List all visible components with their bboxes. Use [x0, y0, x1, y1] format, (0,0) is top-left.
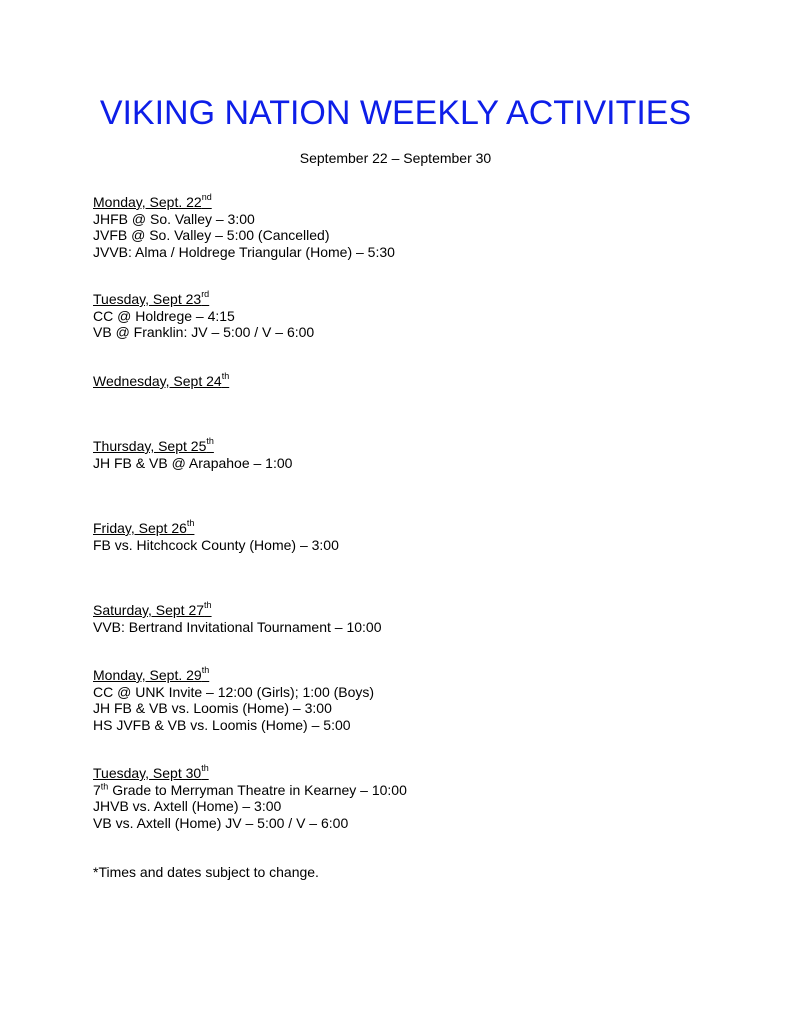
day-heading-suffix: rd — [201, 289, 210, 300]
event-item: VB vs. Axtell (Home) JV – 5:00 / V – 6:00 — [93, 814, 349, 831]
day-heading-label: Monday, Sept. 22 — [93, 194, 202, 210]
day-heading-suffix: nd — [201, 192, 212, 203]
event-item: CC @ UNK Invite – 12:00 (Girls); 1:00 (Boys) — [93, 683, 375, 700]
day-block-wednesday-sept-24 — [93, 373, 229, 390]
day-heading — [93, 602, 381, 619]
day-heading — [93, 765, 407, 782]
day-heading-label: Monday, Sept. 29 — [93, 667, 202, 683]
day-block-monday-sept-29 — [93, 667, 374, 733]
event-item — [93, 782, 407, 799]
day-heading-label: Friday, Sept 26 — [93, 520, 187, 536]
event-text: Grade to Merryman Theatre in Kearney – 10:00 — [108, 781, 407, 798]
day-heading-label: Saturday, Sept 27 — [93, 602, 205, 618]
day-heading-label: Tuesday, Sept 30 — [93, 765, 202, 781]
event-item: CC @ Holdrege – 4:15 — [93, 307, 235, 324]
event-item: FB vs. Hitchcock County (Home) – 3:00 — [93, 536, 339, 553]
event-item: HS JVFB & VB vs. Loomis (Home) – 5:00 — [93, 716, 351, 733]
day-heading-label: Wednesday, Sept 24 — [93, 373, 222, 389]
day-heading — [93, 520, 339, 537]
day-heading-suffix: th — [221, 371, 230, 382]
event-item: VVB: Bertrand Invitational Tournament – 10:00 — [93, 618, 382, 635]
day-heading — [93, 438, 292, 455]
day-block-saturday-sept-27 — [93, 602, 381, 635]
day-heading — [93, 194, 395, 211]
day-heading-label: Tuesday, Sept 23 — [93, 291, 202, 307]
event-item: JH FB & VB @ Arapahoe – 1:00 — [93, 454, 293, 471]
day-block-tuesday-sept-30 — [93, 765, 407, 831]
event-item: JVFB @ So. Valley – 5:00 (Cancelled) — [93, 227, 330, 243]
day-block-friday-sept-26 — [93, 520, 339, 553]
event-item: JHFB @ So. Valley – 3:00 — [93, 210, 255, 227]
date-range: September 22 – September 30 — [299, 150, 492, 166]
day-heading-suffix: th — [201, 665, 210, 676]
event-item: VB @ Franklin: JV – 5:00 / V – 6:00 — [93, 324, 315, 340]
day-block-tuesday-sept-23 — [93, 291, 314, 341]
day-block-thursday-sept-25 — [93, 438, 292, 471]
day-heading — [93, 291, 314, 308]
day-heading-suffix: th — [204, 600, 212, 611]
day-heading-suffix: th — [201, 763, 209, 774]
event-prefix: 7 — [93, 781, 101, 798]
event-item: JVVB: Alma / Holdrege Triangular (Home) – 5:30 — [93, 243, 395, 260]
page-title: VIKING NATION WEEKLY ACTIVITIES — [99, 94, 692, 132]
day-heading-label: Thursday, Sept 25 — [93, 438, 207, 454]
day-heading — [93, 373, 229, 390]
day-block-monday-sept-22 — [93, 194, 395, 260]
event-prefix-suffix: th — [100, 780, 109, 791]
day-heading-suffix: th — [206, 436, 214, 447]
event-item: JHVB vs. Axtell (Home) – 3:00 — [93, 798, 282, 814]
footnote: *Times and dates subject to change. — [93, 864, 319, 880]
day-heading — [93, 667, 374, 684]
day-heading-suffix: th — [186, 518, 195, 529]
event-item: JH FB & VB vs. Loomis (Home) – 3:00 — [93, 700, 332, 716]
